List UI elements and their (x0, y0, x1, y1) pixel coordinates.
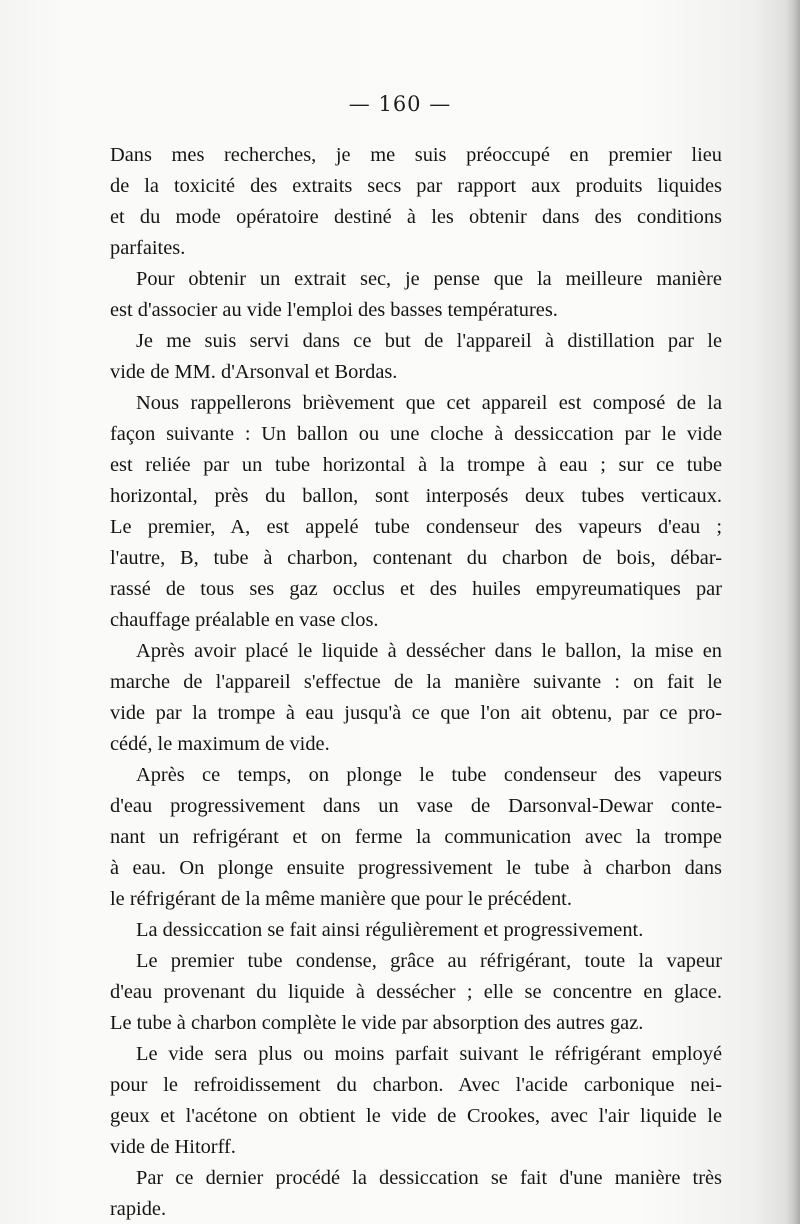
text-line: Après avoir placé le liquide à dessécher dans le ballon, la mise en (136, 640, 722, 662)
text-line: le réfrigérant de la même manière que pour le précédent. (110, 888, 572, 910)
paragraph (110, 388, 722, 636)
page-edge-shadow (786, 0, 800, 1224)
text-line: de la toxicité des extraits secs par rapport aux produits liquides (110, 175, 722, 197)
paragraph (110, 140, 722, 264)
text-line: nant un refrigérant et on ferme la communication avec la trompe (110, 826, 722, 848)
text-line: vide de MM. d'Arsonval et Bordas. (110, 361, 398, 383)
text-line: Après ce temps, on plonge le tube condenseur des vapeurs (136, 764, 722, 786)
paragraph (110, 760, 722, 915)
text-line: d'eau provenant du liquide à dessécher ; elle se concentre en glace. (110, 981, 722, 1003)
text-line: façon suivante : Un ballon ou une cloche à dessiccation par le vide (110, 423, 722, 445)
text-line: est d'associer au vide l'emploi des basses températures. (110, 299, 558, 321)
text-line: pour le refroidissement du charbon. Avec l'acide carbonique nei- (110, 1074, 722, 1096)
text-line: Nous rappellerons brièvement que cet appareil est composé de la (136, 392, 722, 414)
text-line: Par ce dernier procédé la dessiccation se fait d'une manière très (136, 1167, 722, 1189)
text-line: Pour obtenir un extrait sec, je pense que la meilleure manière (136, 268, 722, 290)
text-line: rapide. (110, 1198, 167, 1220)
text-line: rassé de tous ses gaz occlus et des huiles empyreumatiques par (110, 578, 722, 600)
text-line: Le premier tube condense, grâce au réfrigérant, toute la vapeur (136, 950, 722, 972)
text-line: Dans mes recherches, je me suis préoccupé en premier lieu (110, 144, 722, 166)
paragraph (110, 326, 722, 388)
text-line: horizontal, près du ballon, sont interposés deux tubes verticaux. (110, 485, 722, 507)
text-line: d'eau progressivement dans un vase de Darsonval-Dewar conte- (110, 795, 722, 817)
text-line: Le premier, A, est appelé tube condenseur des vapeurs d'eau ; (110, 516, 722, 538)
text-line: vide de Hitorff. (110, 1136, 236, 1158)
paragraph (110, 946, 722, 1039)
paragraph (110, 1163, 722, 1224)
page-number: — 160 — (348, 92, 452, 116)
text-line: Le vide sera plus ou moins parfait suivant le réfrigérant employé (136, 1043, 722, 1065)
text-line: Le tube à charbon complète le vide par absorption des autres gaz. (110, 1012, 644, 1034)
text-line: marche de l'appareil s'effectue de la manière suivante : on fait le (110, 671, 722, 693)
text-line: cédé, le maximum de vide. (110, 733, 330, 755)
text-line: est reliée par un tube horizontal à la trompe à eau ; sur ce tube (110, 454, 722, 476)
paragraph (110, 264, 722, 326)
text-line: l'autre, B, tube à charbon, contenant du charbon de bois, débar- (110, 547, 722, 569)
text-line: La dessiccation se fait ainsi régulièrement et progressivement. (136, 919, 644, 941)
body-text (110, 140, 722, 1224)
paragraph (110, 915, 722, 946)
text-line: vide par la trompe à eau jusqu'à ce que l'on ait obtenu, par ce pro- (110, 702, 722, 724)
text-line: geux et l'acétone on obtient le vide de Crookes, avec l'air liquide le (110, 1105, 722, 1127)
text-line: chauffage préalable en vase clos. (110, 609, 379, 631)
text-line: à eau. On plonge ensuite progressivement le tube à charbon dans (110, 857, 722, 879)
text-line: et du mode opératoire destiné à les obtenir dans des conditions (110, 206, 722, 228)
paragraph (110, 1039, 722, 1163)
text-line: Je me suis servi dans ce but de l'appareil à distillation par le (136, 330, 722, 352)
text-line: parfaites. (110, 237, 186, 259)
paragraph (110, 636, 722, 760)
